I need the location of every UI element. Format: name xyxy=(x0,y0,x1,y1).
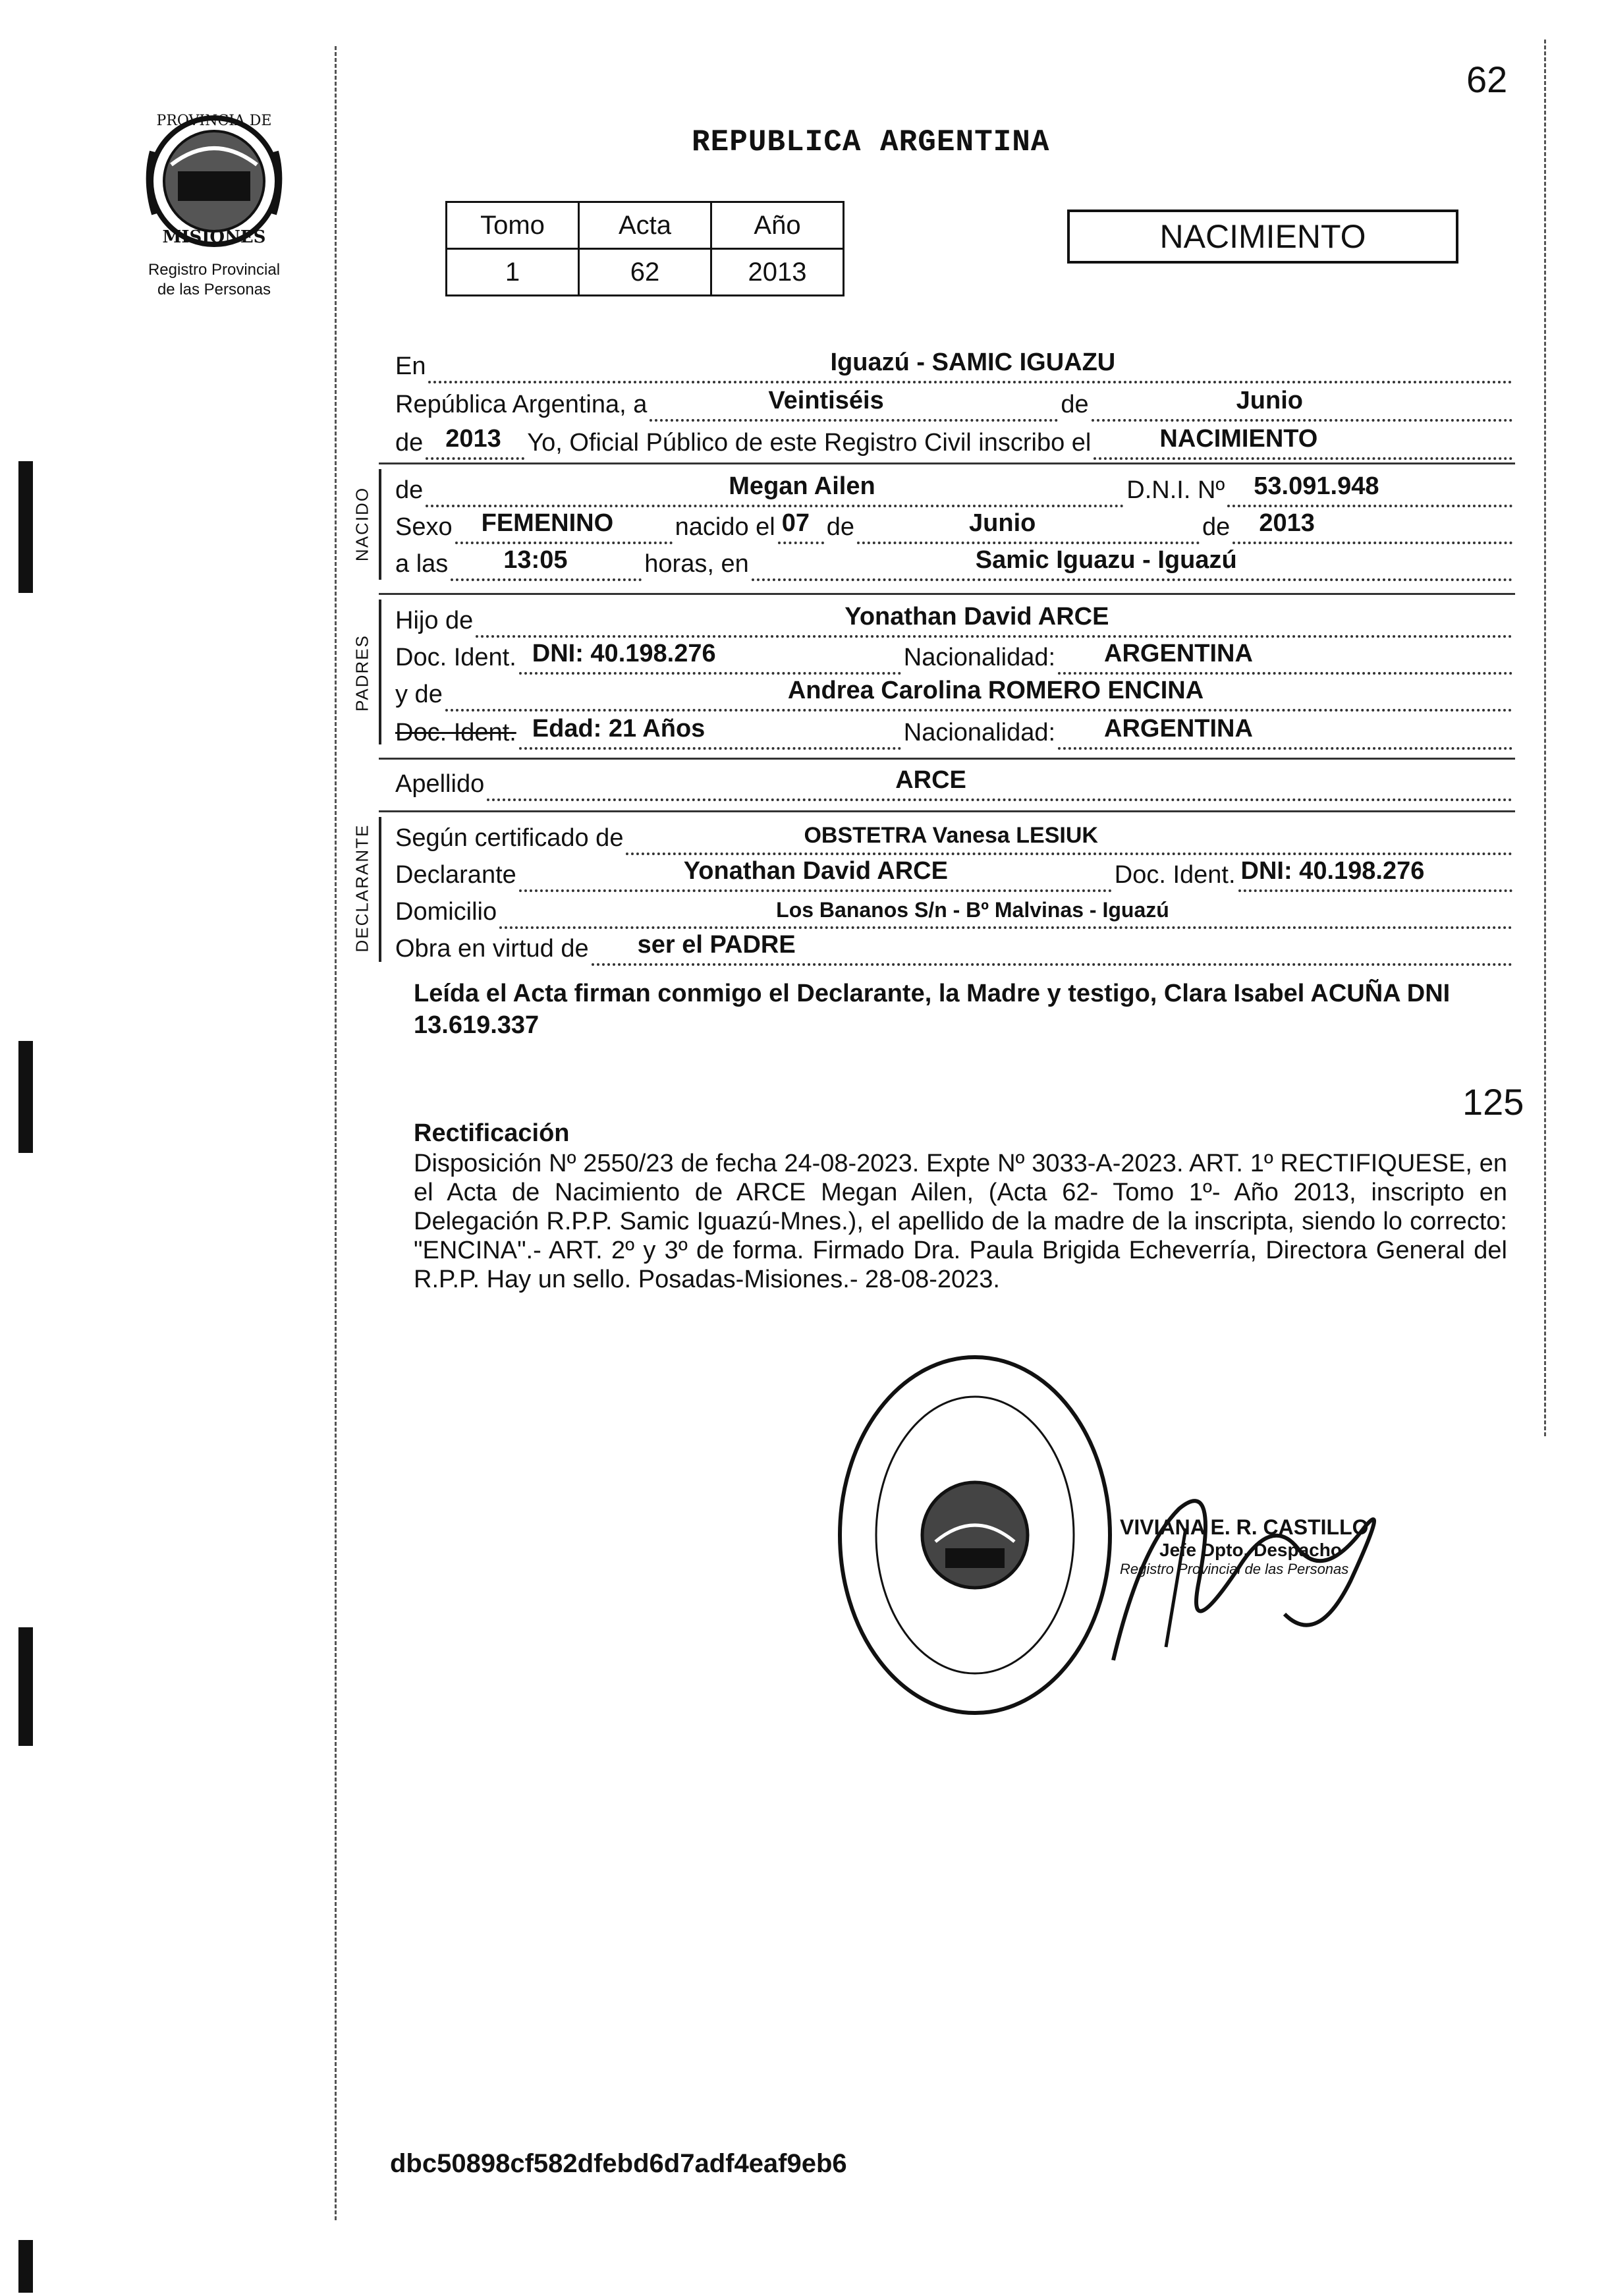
de4-label: de xyxy=(826,513,855,541)
registry-logo xyxy=(125,105,303,300)
form-row-sexo xyxy=(395,507,1515,544)
declarante-value: Yonathan David ARCE xyxy=(683,857,948,885)
inscribo-field xyxy=(1094,425,1512,460)
madre-field xyxy=(445,677,1512,712)
form-row-segun xyxy=(395,818,1515,855)
form-row-anio xyxy=(395,423,1515,460)
stamp-line1: VIVIANA E. R. CASTILLO xyxy=(1120,1515,1369,1539)
inscribo-value: NACIMIENTO xyxy=(1159,425,1318,453)
section-divider xyxy=(379,810,1515,812)
rectification-title: Rectificación xyxy=(414,1119,570,1147)
de5-label: de xyxy=(1202,513,1231,541)
segun-value: OBSTETRA Vanesa LESIUK xyxy=(804,823,1098,848)
obra-label: Obra en virtud de xyxy=(395,935,589,963)
obra-field xyxy=(592,931,1512,966)
en-label: En xyxy=(395,352,426,380)
ref-header-acta: Acta xyxy=(579,202,711,249)
mes-value: Junio xyxy=(1236,387,1303,414)
document-hash: dbc50898cf582dfebd6d7adf4eaf9eb6 xyxy=(390,2149,847,2178)
form-row-nombre xyxy=(395,470,1515,507)
seal-stamp-icon xyxy=(823,1344,1126,1726)
form-row-domicilio xyxy=(395,892,1515,929)
form-row-en xyxy=(395,347,1515,383)
ref-value-acta: 62 xyxy=(579,249,711,296)
yo-label: Yo, Oficial Público de este Registro Civil inscribo el xyxy=(527,429,1092,457)
act-type-box: NACIMIENTO xyxy=(1067,210,1458,264)
emblem-text-bottom: MISIONES xyxy=(162,227,266,247)
scan-mark xyxy=(18,1041,33,1153)
form-row-madre-doc xyxy=(395,713,1515,750)
madre-nac-value: ARGENTINA xyxy=(1104,715,1253,742)
ref-value-anio: 2013 xyxy=(711,249,844,296)
dni-value: 53.091.948 xyxy=(1254,472,1379,500)
padre-nac-value: ARGENTINA xyxy=(1104,640,1253,667)
sexo-label: Sexo xyxy=(395,513,453,541)
nombre-value: Megan Ailen xyxy=(729,472,875,500)
form-row-declarante xyxy=(395,855,1515,892)
republica-label: República Argentina, a xyxy=(395,391,648,418)
scan-mark xyxy=(18,461,33,593)
rectification-page-number: 125 xyxy=(1462,1081,1524,1123)
form-row-obra xyxy=(395,929,1515,966)
nacido-label: nacido el xyxy=(675,513,775,541)
nac-mes-field xyxy=(857,509,1200,544)
apellido-field xyxy=(487,766,1512,801)
madre-edad-value: Edad: 21 Años xyxy=(532,715,706,742)
dia-field xyxy=(650,387,1058,422)
dia-value: Veintiséis xyxy=(768,387,884,414)
registry-name-line2: de las Personas xyxy=(157,281,271,298)
en-field xyxy=(428,349,1512,383)
form-row-padre xyxy=(395,601,1515,638)
page-title: REPUBLICA ARGENTINA xyxy=(692,125,1050,159)
form-row-hora xyxy=(395,544,1515,581)
en-value: Iguazú - SAMIC IGUAZU xyxy=(830,349,1116,376)
section-bar-nacido xyxy=(379,469,381,580)
section-bar-declarante xyxy=(379,817,381,962)
section-divider xyxy=(379,758,1515,760)
alas-label: a las xyxy=(395,550,449,578)
section-bar-padres xyxy=(379,600,381,744)
madre-nac-field xyxy=(1058,715,1512,750)
nacionalidad-label: Nacionalidad: xyxy=(903,644,1056,671)
madre-value: Andrea Carolina ROMERO ENCINA xyxy=(787,677,1204,704)
ref-header-tomo: Tomo xyxy=(447,202,579,249)
emblem-text-top: PROVINCIA DE xyxy=(156,113,272,129)
lugar-field xyxy=(752,546,1512,581)
rectification-body: Disposición Nº 2550/23 de fecha 24-08-2023. Expte Nº 3033-A-2023. ART. 1º RECTIFIQUESE, en el Acta de Nacimiento de ARCE Megan Ailen, (Acta 62- Tomo 1º- Año 2013, inscripto en Delegación R.P.P. Samic Iguazú-Mnes.), el apellido de la madre de la inscripta, siendo lo correcto: "ENCINA".- ART. 2º y 3º de forma. Firmado Dra. Paula Brigida Echeverría, Directora General del R.P.P. Hay un sello. Posadas-Misiones.- 28-08-2023. xyxy=(414,1150,1507,1293)
nac-mes-value: Junio xyxy=(969,509,1036,537)
padre-doc-value: DNI: 40.198.276 xyxy=(532,640,716,667)
form-row-fecha xyxy=(395,385,1515,422)
dni-field xyxy=(1227,472,1512,507)
right-margin-line xyxy=(1544,40,1546,1436)
lugar-value: Samic Iguazu - Iguazú xyxy=(975,546,1237,574)
sexo-value: FEMENINO xyxy=(481,509,614,537)
reference-table xyxy=(445,201,845,296)
scan-mark xyxy=(18,2240,33,2293)
left-margin-line xyxy=(335,46,337,2220)
doc-label: Doc. Ident. xyxy=(395,644,516,671)
declarante-doc-field xyxy=(1238,857,1512,892)
nac-anio-field xyxy=(1232,509,1512,544)
madre-edad-field xyxy=(519,715,901,750)
domicilio-value: Los Bananos S/n - Bº Malvinas - Iguazú xyxy=(776,898,1169,922)
de-label: de xyxy=(1061,391,1089,418)
province-emblem-icon xyxy=(125,105,303,257)
padre-nac-field xyxy=(1058,640,1512,675)
declarante-field xyxy=(519,857,1112,892)
form-row-apellido xyxy=(395,764,1515,801)
hora-value: 13:05 xyxy=(503,546,568,574)
nac-dia-value: 07 xyxy=(781,509,810,537)
declarante-doc-value: DNI: 40.198.276 xyxy=(1240,857,1425,885)
hijo-label: Hijo de xyxy=(395,607,474,634)
registry-name-line1: Registro Provincial xyxy=(148,261,281,279)
section-label-nacido: NACIDO xyxy=(352,486,372,562)
nacionalidad2-label: Nacionalidad: xyxy=(903,719,1056,746)
form-row-madre xyxy=(395,675,1515,712)
segun-field xyxy=(626,824,1512,855)
apellido-label: Apellido xyxy=(395,770,485,798)
anio-field xyxy=(426,425,524,460)
apellido-value: ARCE xyxy=(895,766,966,794)
signature-stamp xyxy=(1120,1515,1462,1578)
padre-field xyxy=(476,603,1512,638)
doc2-label: Doc. Ident. xyxy=(395,719,516,746)
sexo-field xyxy=(455,509,673,544)
page-number: 62 xyxy=(1466,59,1508,100)
section-divider xyxy=(379,462,1515,464)
domicilio-label: Domicilio xyxy=(395,898,497,926)
ref-header-anio: Año xyxy=(711,202,844,249)
section-divider xyxy=(379,593,1515,595)
closing-text: Leída el Acta firman conmigo el Declarante, la Madre y testigo, Clara Isabel ACUÑA DNI 13.619.337 xyxy=(414,980,1451,1039)
padre-doc-field xyxy=(519,640,901,675)
nac-dia-field xyxy=(778,509,824,544)
horas-label: horas, en xyxy=(644,550,749,578)
dni-label: D.N.I. Nº xyxy=(1126,476,1225,504)
declarante-label: Declarante xyxy=(395,861,516,889)
de3-label: de xyxy=(395,476,424,504)
hora-field xyxy=(451,546,642,581)
padre-value: Yonathan David ARCE xyxy=(845,603,1109,630)
section-label-declarante: DECLARANTE xyxy=(352,824,372,953)
yde-label: y de xyxy=(395,681,443,708)
mes-field xyxy=(1092,387,1512,422)
stamp-line3: Registro Provincial de las Personas xyxy=(1120,1561,1349,1577)
form-row-padre-doc xyxy=(395,638,1515,675)
obra-value: ser el PADRE xyxy=(637,931,796,959)
ref-value-tomo: 1 xyxy=(447,249,579,296)
de2-label: de xyxy=(395,429,424,457)
domicilio-field xyxy=(499,897,1512,929)
nac-anio-value: 2013 xyxy=(1259,509,1315,537)
segun-label: Según certificado de xyxy=(395,824,624,852)
doc3-label: Doc. Ident. xyxy=(1114,861,1236,889)
stamp-line2: Jefe Dpto. Despacho xyxy=(1159,1540,1342,1560)
nombre-field xyxy=(426,472,1124,507)
scan-mark xyxy=(18,1627,33,1746)
section-label-padres: PADRES xyxy=(352,634,372,712)
anio-value: 2013 xyxy=(445,425,501,453)
ministry-seal xyxy=(823,1344,1126,1726)
